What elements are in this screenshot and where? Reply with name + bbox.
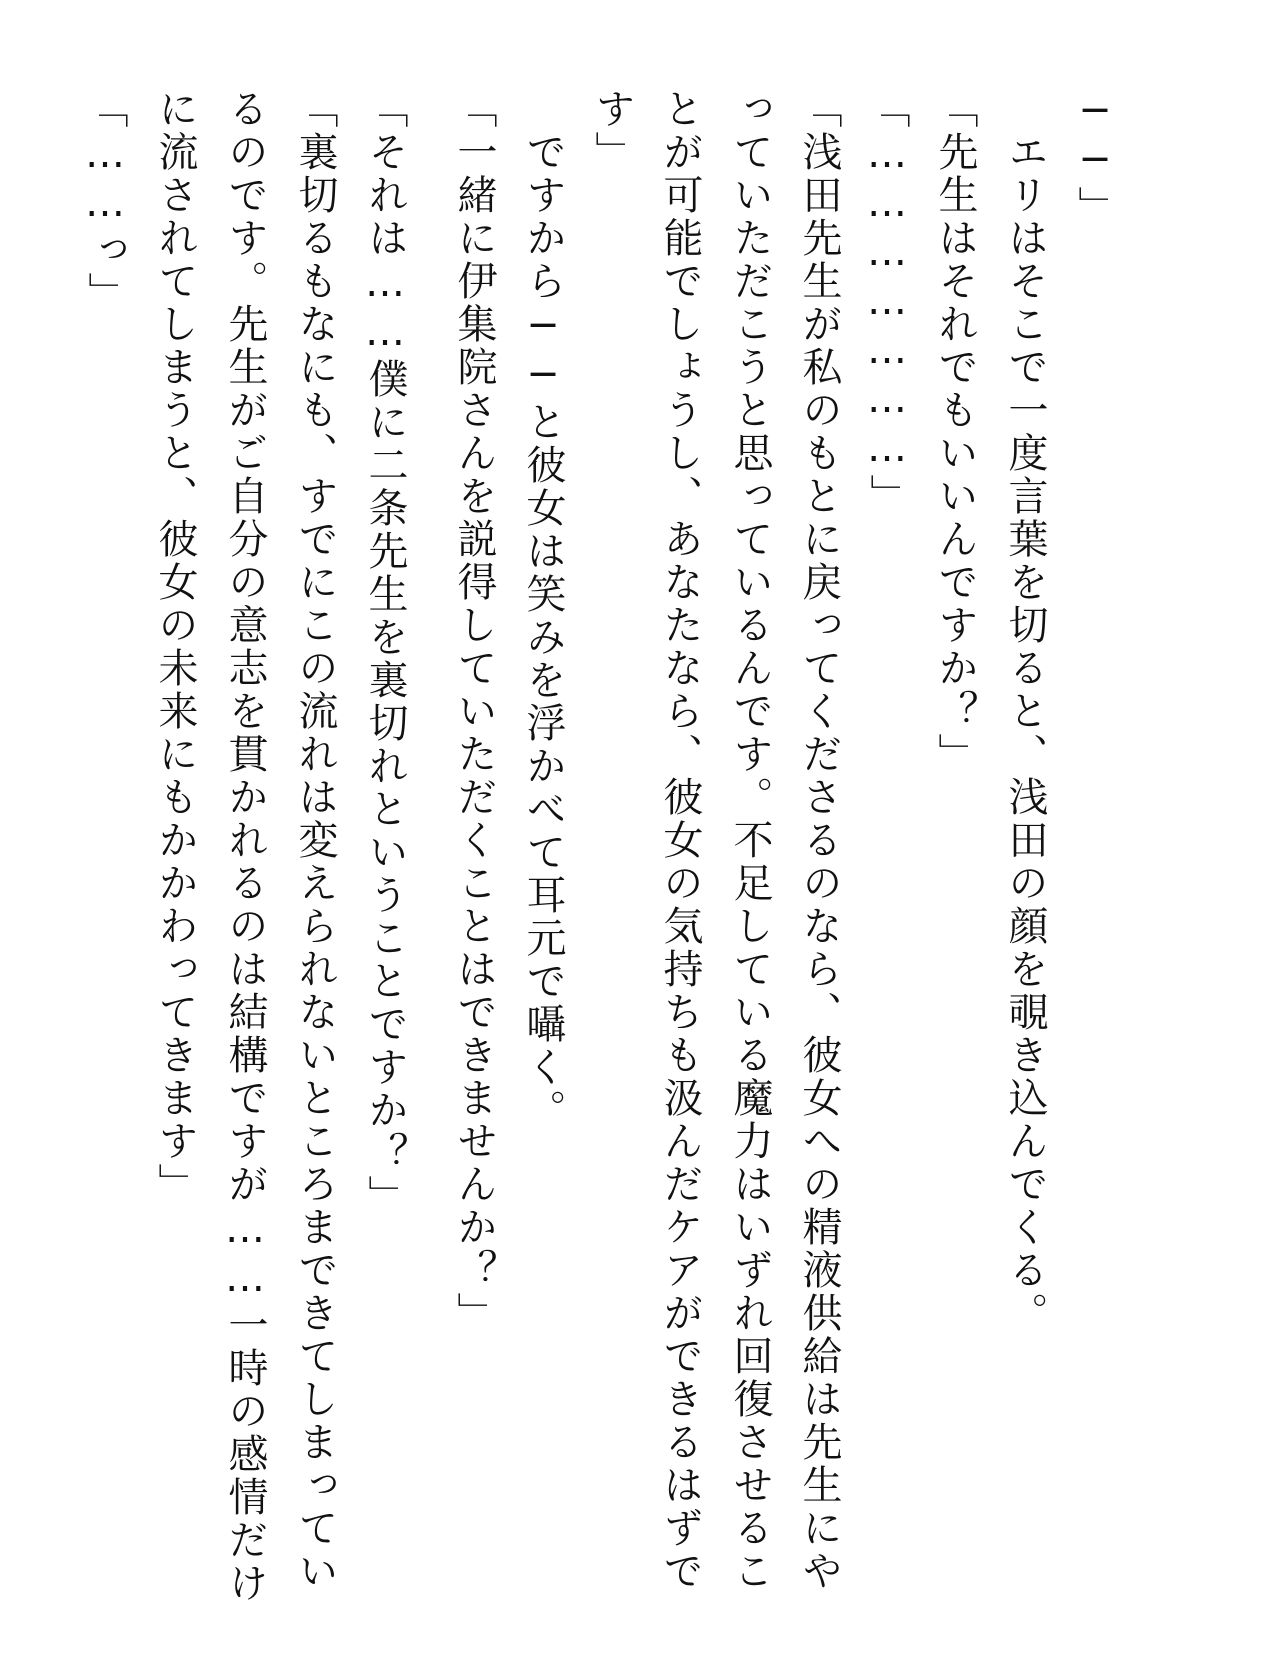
- text-line-5: 「浅田先生が私のもとに戻ってくださるのなら、彼女への精液供給は先生にや: [796, 88, 842, 1593]
- text-line-10: 「一緒に伊集院さんを説得していただくことはできませんか？」: [451, 88, 497, 1335]
- text-line-3: 「先生はそれでもいいんですか？」: [932, 88, 978, 776]
- text-line-7: とが可能でしょうし、あなたなら、彼女の気持ちも汲んだケアができるはずで: [657, 88, 703, 1593]
- text-line-14: に流されてしまうと、彼女の未来にもかかわってきます」: [152, 88, 198, 1206]
- text-line-2: エリはそこで一度言葉を切ると、浅田の顔を覗き込んでくる。: [1002, 88, 1048, 1335]
- text-line-8: す」: [589, 88, 635, 174]
- text-line-9: ですから──と彼女は笑みを浮かべて耳元で囁く。: [520, 88, 566, 1132]
- text-line-13: るのです。先生がご自分の意志を貫かれるのは結構ですが……一時の感情だけ: [222, 88, 268, 1605]
- text-line-15: 「……っ」: [82, 88, 128, 315]
- text-line-11: 「それは……僕に二条先生を裏切れということですか？」: [362, 88, 408, 1218]
- text-line-4: 「…………………」: [864, 88, 910, 517]
- text-line-12: 「裏切るもなにも、すでにこの流れは変えられないところまできてしまってい: [292, 88, 338, 1593]
- text-line-1: ──」: [1072, 88, 1118, 229]
- text-line-6: っていただこうと思っているんです。不足している魔力はいずれ回復させるこ: [727, 88, 773, 1593]
